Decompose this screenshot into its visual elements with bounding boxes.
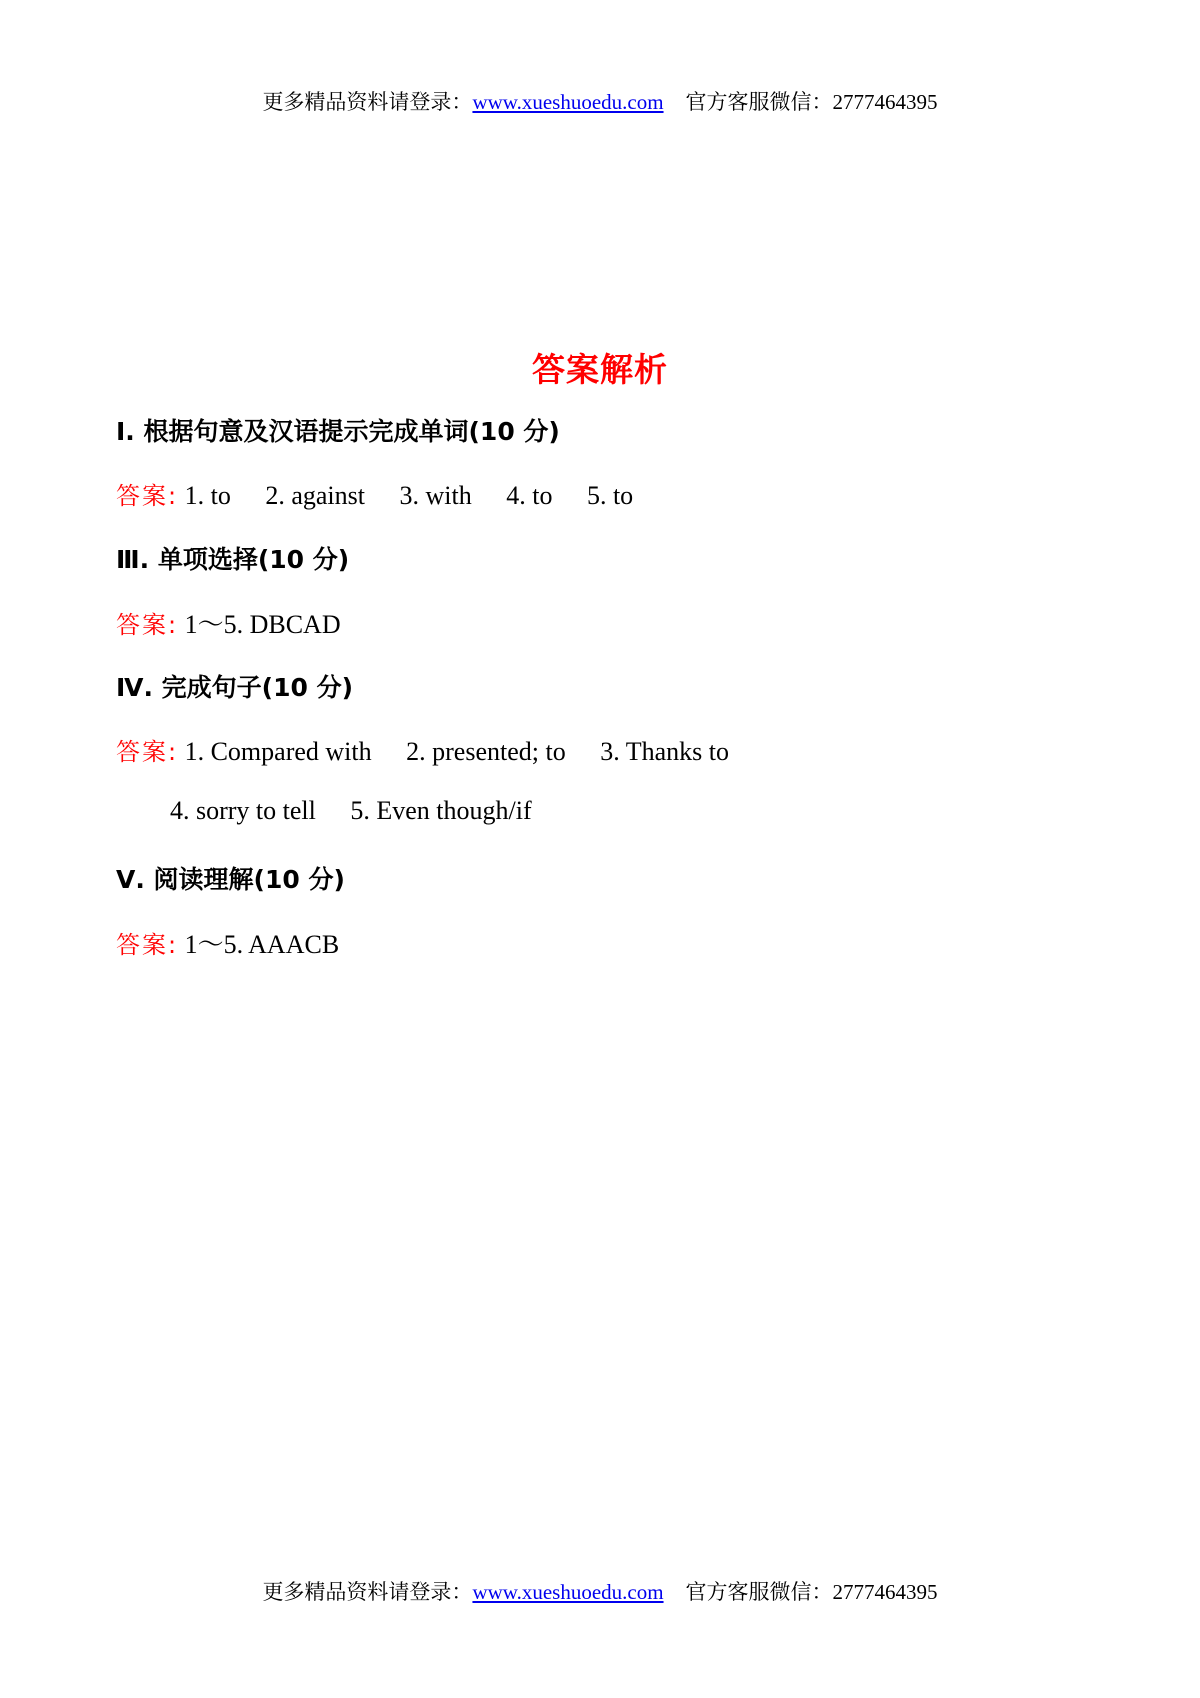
section-heading-5: Ⅴ. 阅读理解(10 分) xyxy=(116,865,345,894)
page-footer xyxy=(0,1576,1200,1606)
page-header xyxy=(0,86,1200,116)
answer-item: 2. against xyxy=(265,481,365,510)
answer-item: 2. presented; to xyxy=(406,737,566,766)
answer-item: 5. Even though/if xyxy=(350,796,532,825)
answer-label: 答案: xyxy=(116,482,179,510)
answer-item: 4. sorry to tell xyxy=(170,796,316,825)
section-heading-4: Ⅳ. 完成句子(10 分) xyxy=(116,673,354,702)
answer-item: 1. to xyxy=(184,481,231,510)
section-4-answer-continuation xyxy=(170,796,532,826)
answer-label: 答案: xyxy=(116,738,179,766)
header-website-link[interactable]: www.xueshuoedu.com xyxy=(472,90,664,114)
header-prefix: 更多精品资料请登录： xyxy=(262,90,473,114)
answer-label: 答案: xyxy=(116,931,179,959)
footer-website-link[interactable]: www.xueshuoedu.com xyxy=(472,1580,664,1604)
answer-item: 1～5. AAACB xyxy=(184,930,340,959)
answer-item: 3. with xyxy=(399,481,472,510)
section-4-answer-line xyxy=(116,732,729,767)
section-heading-3: Ⅲ. 单项选择(10 分) xyxy=(116,545,350,574)
answer-item: 1. Compared with xyxy=(184,737,372,766)
answer-item: 1～5. DBCAD xyxy=(184,610,341,639)
section-heading-1: Ⅰ. 根据句意及汉语提示完成单词(10 分) xyxy=(116,417,560,446)
answer-item: 3. Thanks to xyxy=(600,737,729,766)
footer-service-contact: 官方客服微信：2777464395 xyxy=(685,1580,938,1604)
header-service-contact: 官方客服微信：2777464395 xyxy=(685,90,938,114)
document-title: 答案解析 xyxy=(532,350,668,389)
section-1-answer-line xyxy=(116,476,633,511)
section-3-answer-line xyxy=(116,604,341,641)
answer-item: 4. to xyxy=(506,481,553,510)
answer-item: 5. to xyxy=(586,481,634,510)
footer-prefix: 更多精品资料请登录： xyxy=(262,1580,473,1604)
section-5-answer-line xyxy=(116,924,339,961)
answer-label: 答案: xyxy=(116,611,179,639)
